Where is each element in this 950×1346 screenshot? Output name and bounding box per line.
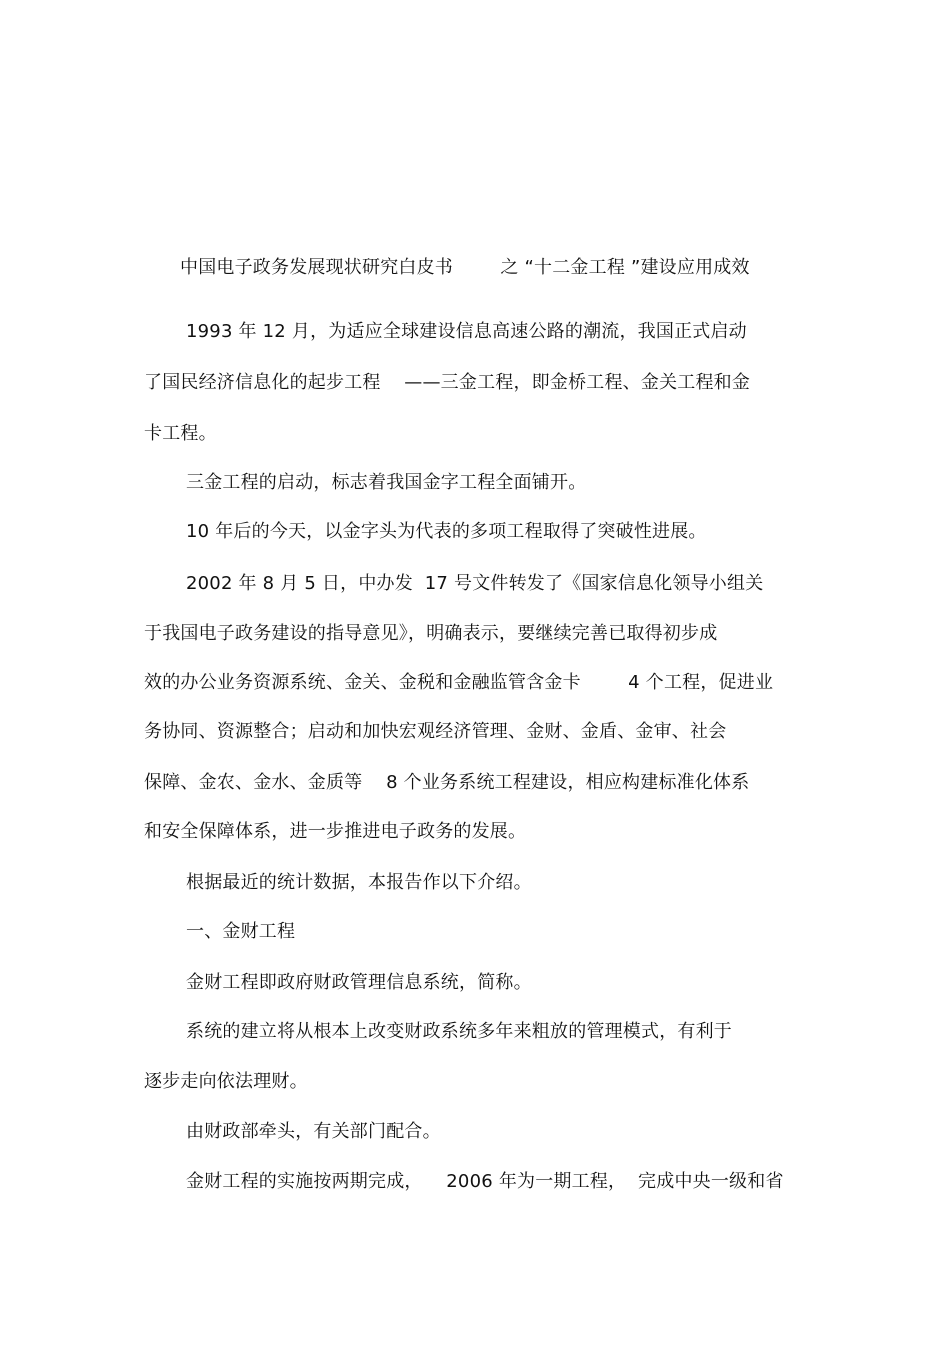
paragraph-line: 效的办公业务资源系统、金关、金税和金融监管含金卡 4 个工程，促进业	[144, 672, 774, 693]
section-heading: 一、金财工程	[186, 921, 296, 942]
paragraph-line: 于我国电子政务建设的指导意见》，明确表示，要继续完善已取得初步成	[144, 623, 718, 644]
paragraph-line: 了国民经济信息化的起步工程 ——三金工程，即金桥工程、金关工程和金	[144, 372, 751, 393]
paragraph-line: 金财工程的实施按两期完成， 2006 年为一期工程， 完成中央一级和省	[186, 1171, 784, 1192]
paragraph-line: 保障、金农、金水、金质等 8 个业务系统工程建设，相应构建标准化体系	[144, 772, 750, 793]
paragraph-line: 1993 年 12 月，为适应全球建设信息高速公路的潮流，我国正式启动	[186, 321, 747, 342]
paragraph-line: 2002 年 8 月 5 日，中办发 17 号文件转发了《国家信息化领导小组关	[186, 573, 764, 594]
paragraph-line: 卡工程。	[144, 423, 217, 444]
paragraph-line: 三金工程的启动，标志着我国金字工程全面铺开。	[186, 472, 587, 493]
paragraph-line: 10 年后的今天，以金字头为代表的多项工程取得了突破性进展。	[186, 521, 707, 542]
paragraph-line: 系统的建立将从根本上改变财政系统多年来粗放的管理模式，有利于	[186, 1021, 732, 1042]
paragraph-line: 逐步走向依法理财。	[144, 1071, 308, 1092]
paragraph-line: 金财工程即政府财政管理信息系统，简称。	[186, 972, 532, 993]
paragraph-line: 由财政部牵头，有关部门配合。	[186, 1121, 441, 1142]
document-title: 中国电子政务发展现状研究白皮书 之 “十二金工程 ”建设应用成效	[180, 257, 750, 278]
paragraph-line: 务协同、资源整合；启动和加快宏观经济管理、金财、金盾、金审、社会	[144, 721, 727, 742]
paragraph-line: 根据最近的统计数据，本报告作以下介绍。	[186, 872, 532, 893]
paragraph-line: 和安全保障体系，进一步推进电子政务的发展。	[144, 821, 527, 842]
